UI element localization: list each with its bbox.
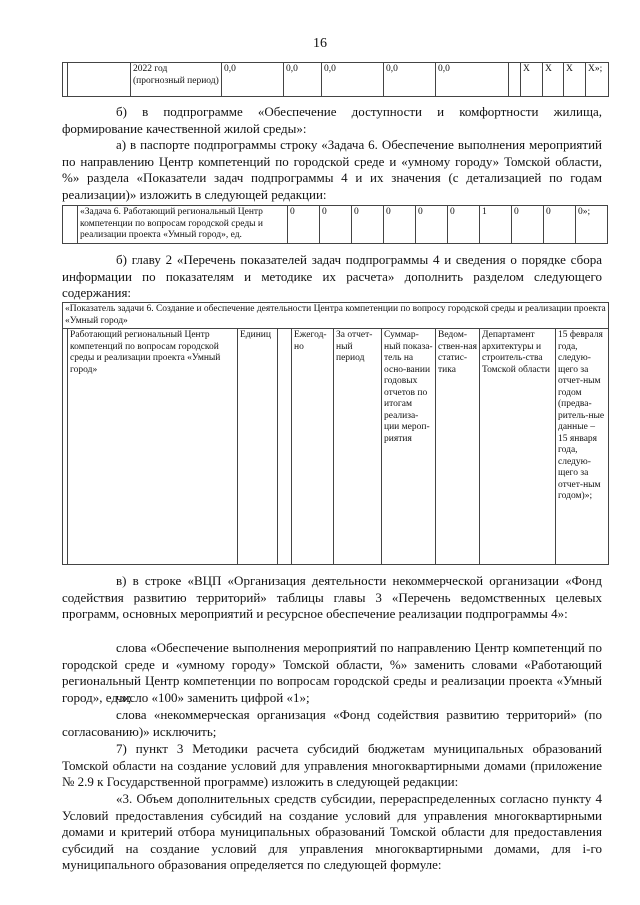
paragraph-words: слова «Обеспечение выполнения мероприятий по направлению Центр компетенций по городской среде и «умному городу» Томской области, %» заменить словами «Работающий региональный Центр компетенции по вопросам городской среды и реализации проекта «Умный город», ед.»; [62,640,602,705]
cell-empty [278,329,292,565]
mark-cell: X [543,63,564,97]
value-cell: 0,0 [222,63,284,97]
value-cell: 0 [416,206,448,244]
value-cell: 0 [352,206,384,244]
value-cell: 0 [544,206,576,244]
task-label: «Задача 6. Работающий региональный Центр компетенции по вопросам городской среды и реализации проекта «Умный город», ед. [78,206,288,244]
value-cell: 1 [480,206,512,244]
value-cell: 0 [288,206,320,244]
table-row [63,206,608,244]
indicator-header: «Показатель задачи 6. Создание и обеспечение деятельности Центра компетенции по вопросу городской среды и реализации проекта «Умный город» [63,303,609,329]
value-cell: 0 [320,206,352,244]
paragraph-b2: б) главу 2 «Перечень показателей задач подпрограммы 4 и сведения о порядке сбора информации по показателям и методике их расчета» дополнить разделом следующего содержания: [62,252,602,301]
paragraph-b: б) в подпрограмме «Обеспечение доступности и комфортности жилища, формирование качественной жилой среды»: [62,104,602,136]
table-header-row [63,303,609,329]
cell-source: Ведом-ствен-ная статис-тика [436,329,480,565]
value-cell: 0 [448,206,480,244]
period-cell: 2022 год (прогнозный период) [131,63,222,97]
paragraph-v: в) в строке «ВЦП «Организация деятельности некоммерческой организации «Фонд содействия развитию территорий» таблицы главы 3 «Перечень ведомственных целевых программ, основных мероприятий и ресурсное обеспечение реализации подпрограммы 4»: [62,573,602,622]
cell-name: Работающий региональный Центр компетенций по вопросам городской среды и реализации проекта «Умный город» [68,329,238,565]
table-row [63,329,609,565]
cell-frequency: Ежегод-но [292,329,334,565]
value-cell: 0,0 [322,63,384,97]
page-number: 16 [313,36,327,51]
table-2022 [62,62,609,97]
value-cell: 0,0 [384,63,436,97]
paragraph-a: а) в паспорте подпрограммы строку «Задача 6. Обеспечение выполнения мероприятий по направлению Центр компетенций по городской среде и «умному городу» Томской области, %» раздела «Показатели задач подпрограммы 4 и их значения (с детализацией по годам реализации)» изложить в следующей редакции: [62,137,602,202]
paragraph-words2: слова «некоммерческая организация «Фонд содействия развитию территорий» (по согласованию)» исключить; [62,707,602,739]
mark-cell: X [521,63,543,97]
value-cell: 0,0 [284,63,322,97]
cell-deadline: 15 февраля года, следую-щего за отчет-ным годом (предва-ритель-ные данные – 15 января года, следую-щего за отчет-ным годом)»; [556,329,609,565]
cell-period: За отчет-ный период [334,329,382,565]
mark-cell: X [564,63,586,97]
cell-method: Суммар-ный показа-тель на осно-вании годовых отчетов по итогам реализа-ции мероп-риятия [382,329,436,565]
value-cell: 0,0 [436,63,509,97]
value-cell: 0 [384,206,416,244]
value-cell: 0»; [576,206,608,244]
cell-responsible: Департамент архитектуры и строитель-ства Томской области [480,329,556,565]
value-cell: 0 [512,206,544,244]
paragraph-7: 7) пункт 3 Методики расчета субсидий бюджетам муниципальных образований Томской области на создание условий для управления многоквартирными домами (приложение № 2.9 к Государственной программе) изложить в следующей редакции: [62,741,602,790]
table-task6 [62,205,608,244]
paragraph-3: «3. Объем дополнительных средств субсидии, перераспределенных согласно пункту 4 Условий предоставления субсидий на создание условий для управления многоквартирными домами и критерий отбора муниципальных образований Томской области для предоставления субсидий на создание условий для управления многоквартирными домами, для i-го муниципального образования определяется по следующей формуле: [62,791,602,873]
paragraph-number: число «100» заменить цифрой «1»; [116,690,310,705]
mark-cell: X»; [586,63,609,97]
cell-unit: Единиц [238,329,278,565]
table-row [63,63,609,97]
table-indicator [62,302,609,565]
value-cell [509,63,521,97]
